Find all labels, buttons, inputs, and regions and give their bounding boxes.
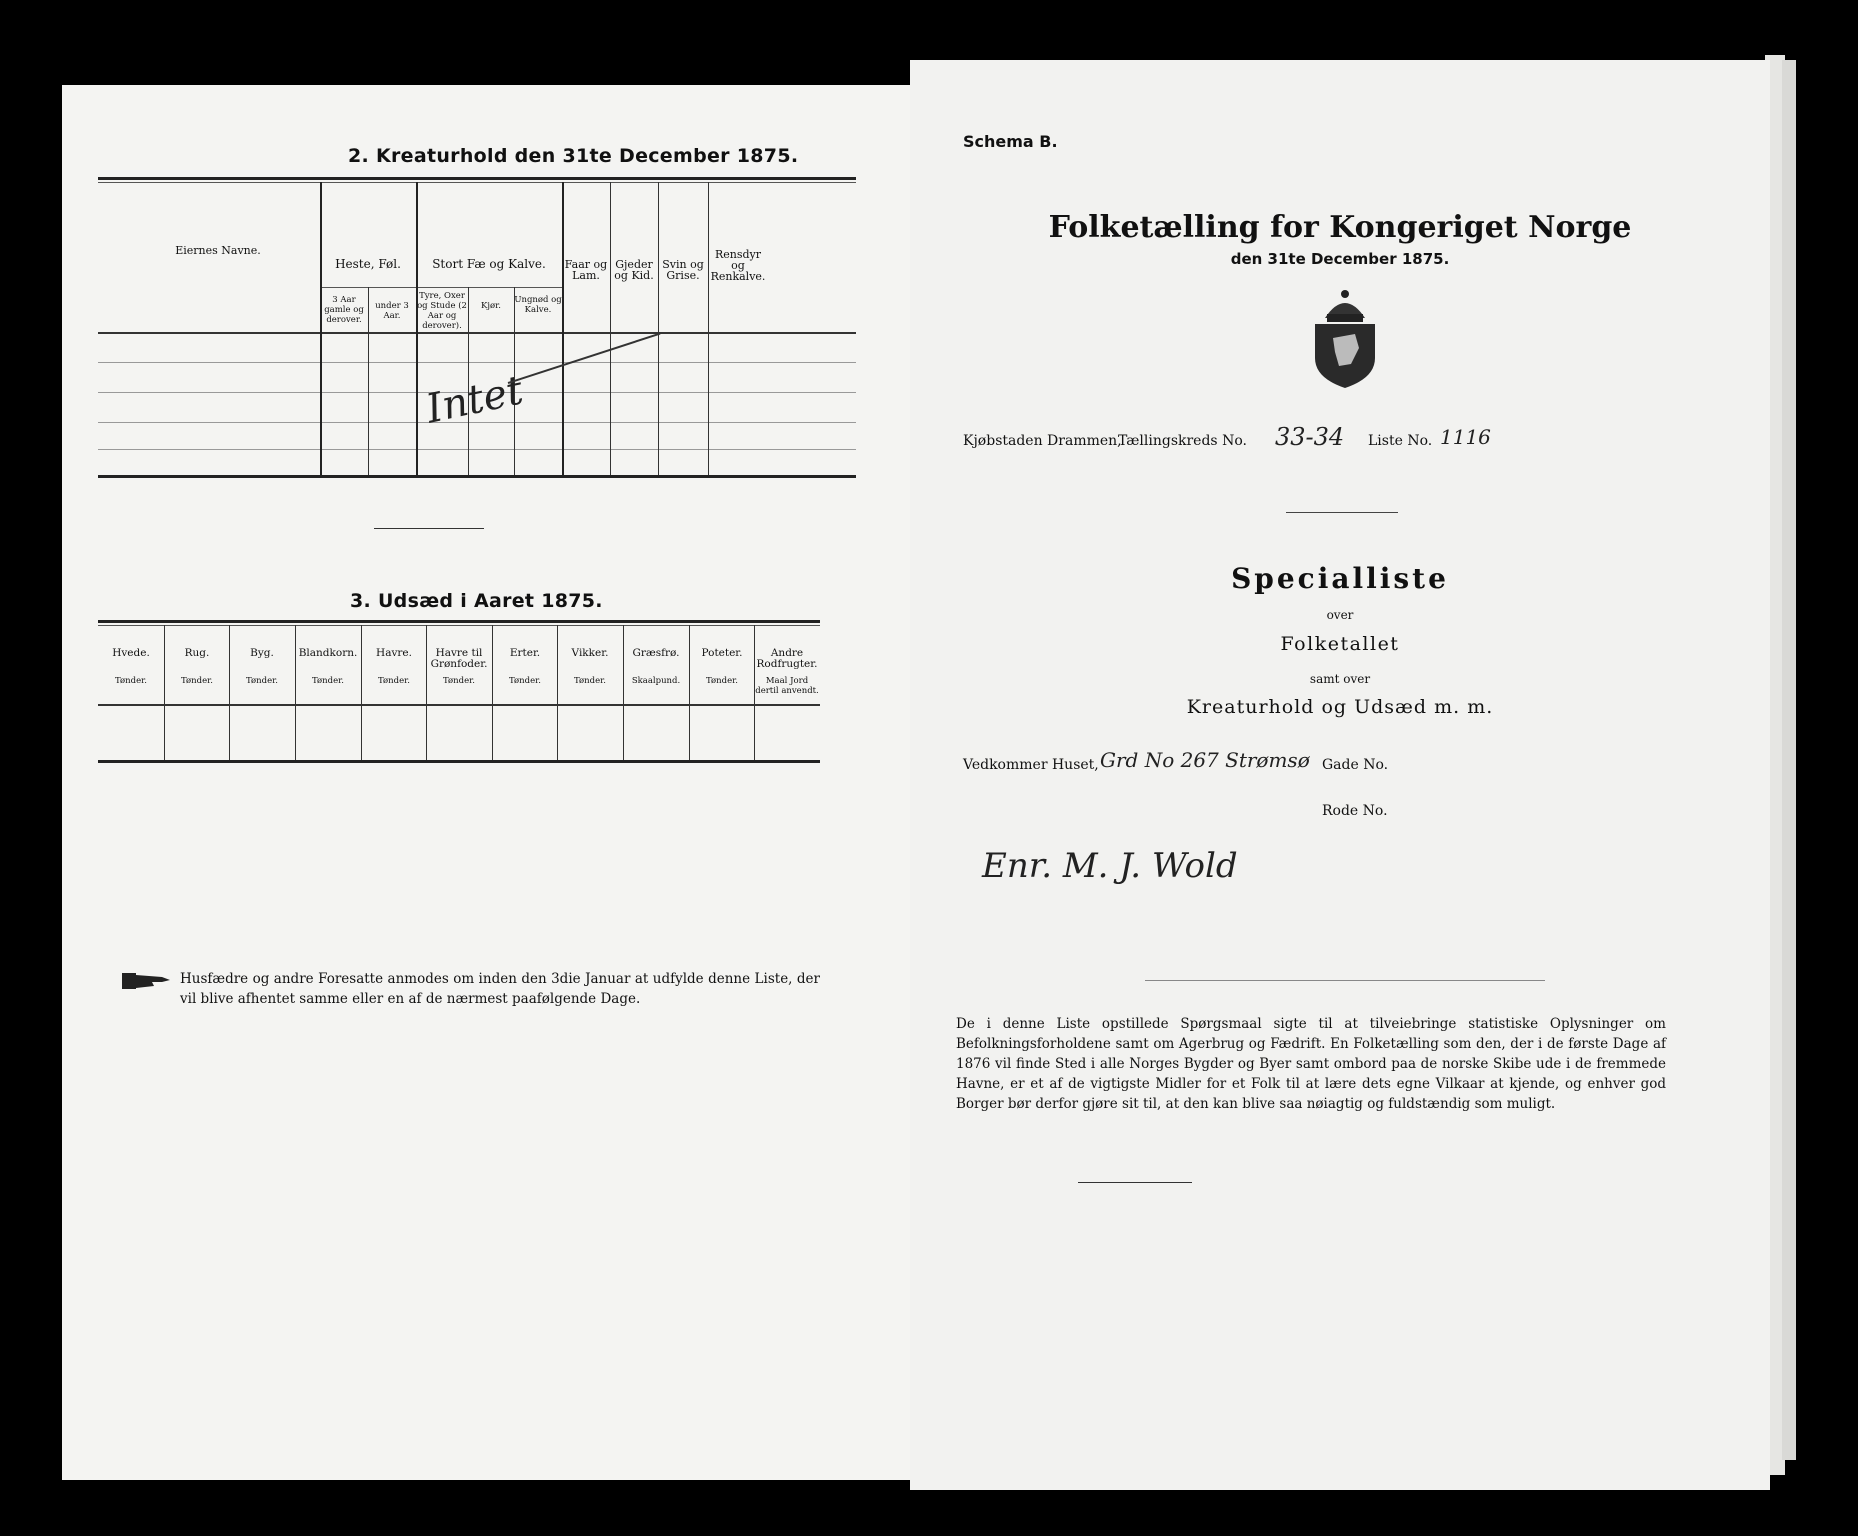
seed-col-divider bbox=[689, 625, 690, 760]
seed-col-name: Rug. bbox=[184, 647, 210, 659]
col-sheep: Faar og Lam. bbox=[564, 258, 608, 282]
seed-col-divider bbox=[164, 625, 165, 760]
col-reindeer: Rensdyr og Renkalve. bbox=[710, 248, 766, 283]
seed-col-name: Græsfrø. bbox=[632, 647, 680, 659]
seed-col-unit: Tønder. bbox=[246, 676, 278, 686]
separator bbox=[1286, 512, 1398, 513]
folketallet-text: Folketallet bbox=[1280, 633, 1400, 655]
seed-col-unit: Tønder. bbox=[115, 676, 147, 686]
col-horses: Heste, Føl. bbox=[335, 257, 401, 271]
col-cattle: Stort Fæ og Kalve. bbox=[432, 257, 546, 271]
seed-col-unit: Tønder. bbox=[509, 676, 541, 686]
left-page bbox=[62, 85, 912, 1480]
separator bbox=[374, 528, 484, 529]
seed-col-divider bbox=[623, 625, 624, 760]
seed-col-unit: Tønder. bbox=[706, 676, 738, 686]
kreds-value: 33-34 bbox=[1275, 423, 1345, 451]
col-cattle-bulls: Tyre, Oxer og Stude (2 Aar og derover). bbox=[417, 291, 467, 331]
liste-label: Liste No. bbox=[1368, 433, 1433, 449]
handwritten-intet: Intet bbox=[422, 367, 528, 433]
col-horses-3y: 3 Aar gamle og derover. bbox=[324, 295, 364, 325]
col-pigs: Svin og Grise. bbox=[662, 258, 704, 282]
col-horses-under3: under 3 Aar. bbox=[375, 301, 409, 321]
samt-over-text: samt over bbox=[1309, 672, 1371, 686]
seed-col-divider bbox=[492, 625, 493, 760]
kreaturhold-text: Kreaturhold og Udsæd m. m. bbox=[1186, 696, 1494, 718]
section3-title: 3. Udsæd i Aaret 1875. bbox=[350, 590, 603, 612]
seed-col-unit: Tønder. bbox=[312, 676, 344, 686]
handwritten-stroke bbox=[508, 333, 661, 384]
col-owner: Eiernes Navne. bbox=[175, 244, 261, 257]
intro-text: De i denne Liste opstillede Spørgsmaal sigte til at tilveiebringe statistiske Oplysninger om Befolkningsforholdene samt om Agerbrug og Fædrift. En Folketælling som den, der i de første Dage af 1876 vil finde Sted i alle Norges Bygder og Byer samt ombord paa de norske Skibe ude i de fremmede Havne, er et af de vigtigste Midler for et Folk til at lære dets egne Vilkaar at kjende, og enhver god Borger bør derfor gjøre sit til, at den kan blive saa nøiagtig og fuldstændig som muligt. bbox=[956, 1016, 1666, 1112]
seed-col-name: Erter. bbox=[509, 647, 541, 659]
seed-col-name: Havre. bbox=[376, 647, 412, 659]
seed-col-unit: Tønder. bbox=[443, 676, 475, 686]
kreds-label: Tællingskreds No. bbox=[1118, 433, 1247, 449]
seed-col-divider bbox=[557, 625, 558, 760]
col-cattle-cows: Kjør. bbox=[481, 301, 501, 311]
seed-col-name: Blandkorn. bbox=[298, 647, 358, 659]
vedkommer-label: Vedkommer Huset, bbox=[963, 757, 1099, 773]
specialliste-title: Specialliste bbox=[1231, 562, 1449, 595]
col-cattle-young: Ungnød og Kalve. bbox=[514, 295, 562, 315]
seed-col-name: Poteter. bbox=[701, 647, 743, 659]
seed-col-divider bbox=[426, 625, 427, 760]
seed-col-name: Vikker. bbox=[571, 647, 609, 659]
separator bbox=[1078, 1182, 1192, 1183]
seed-col-name: Havre til Grønfoder. bbox=[430, 647, 488, 670]
separator bbox=[1145, 980, 1545, 981]
section2-title: 2. Kreaturhold den 31te December 1875. bbox=[348, 145, 799, 167]
notice-text: Husfædre og andre Foresatte anmodes om inden den 3die Januar at udfylde denne Liste, der vil blive afhentet samme eller en af de nærmest paafølgende Dage. bbox=[180, 971, 820, 1007]
seed-col-divider bbox=[295, 625, 296, 760]
liste-value: 1116 bbox=[1440, 425, 1491, 449]
page-corner-shadow bbox=[1810, 1458, 1858, 1536]
seed-col-name: Byg. bbox=[250, 647, 274, 659]
over-text: over bbox=[1326, 608, 1354, 622]
rode-label: Rode No. bbox=[1322, 803, 1388, 819]
seed-col-name: Hvede. bbox=[112, 647, 150, 659]
seed-col-unit: Maal Jord dertil anvendt. bbox=[755, 676, 819, 696]
seed-table bbox=[98, 620, 820, 760]
seed-col-unit: Skaalpund. bbox=[631, 676, 681, 686]
pointing-hand-icon bbox=[122, 970, 172, 992]
right-page bbox=[910, 60, 1770, 1490]
col-goats: Gjeder og Kid. bbox=[614, 258, 654, 282]
gade-label: Gade No. bbox=[1322, 757, 1389, 773]
coat-of-arms-icon bbox=[1305, 278, 1385, 390]
seed-col-unit: Tønder. bbox=[574, 676, 606, 686]
main-title: Folketælling for Kongeriget Norge bbox=[1048, 210, 1632, 245]
subtitle: den 31te December 1875. bbox=[1230, 250, 1450, 268]
seed-col-unit: Tønder. bbox=[378, 676, 410, 686]
owner-signature: Enr. M. J. Wold bbox=[982, 846, 1238, 886]
seed-col-divider bbox=[361, 625, 362, 760]
seed-col-divider bbox=[229, 625, 230, 760]
seed-col-unit: Tønder. bbox=[181, 676, 213, 686]
livestock-table bbox=[98, 177, 856, 475]
kjobstad-label: Kjøbstaden Drammen, bbox=[963, 433, 1122, 449]
seed-col-name: Andre Rodfrugter. bbox=[756, 647, 818, 670]
page-edge bbox=[1782, 60, 1796, 1460]
vedkommer-value: Grd No 267 Strømsø bbox=[1100, 748, 1310, 772]
schema-label: Schema B. bbox=[963, 132, 1058, 151]
